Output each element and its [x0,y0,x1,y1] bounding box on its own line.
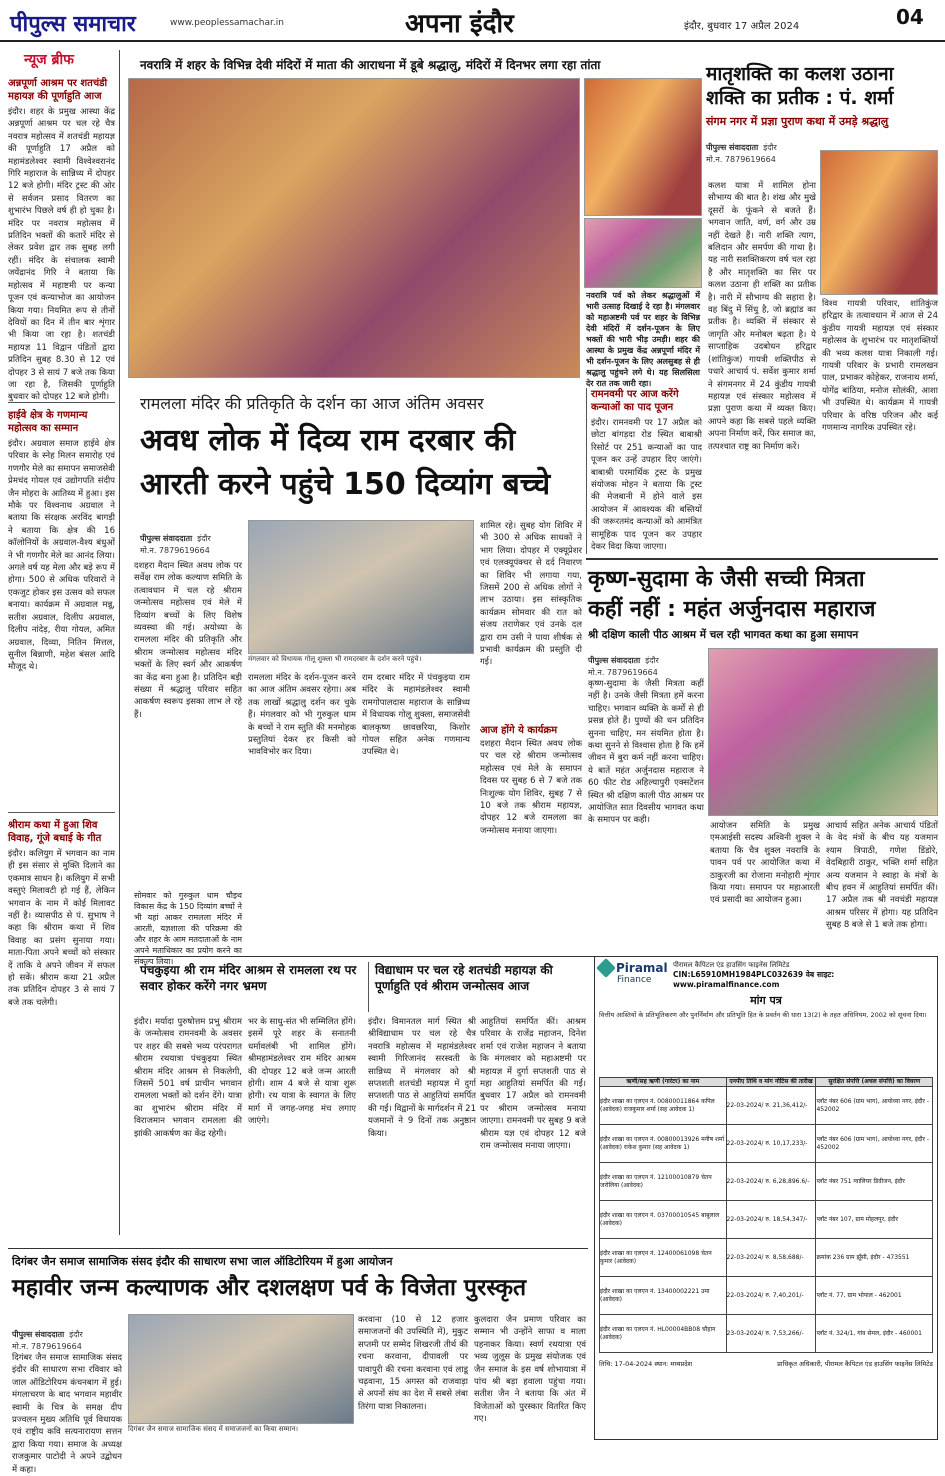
sudama-headline-1: कृष्ण-सुदामा के जैसी सच्ची मित्रता [588,567,865,592]
brief-headline: हाईवे क्षेत्र के गणमान्य महोत्सव का सम्मान [8,410,88,434]
ad-title: मांग पत्र [750,994,782,1007]
table-row [600,1239,933,1277]
brief-item [8,409,115,806]
top-story-caption: नवरात्रि पर्व को लेकर श्रद्धालुओं में भारी उत्साह दिखाई दे रहा है। मंगलवार को महाअष्टमी पर्व पर शहर के विभिन्न देवी मंदिरों में दर्शन-पूजन के लिए भक्तों की भारी भीड़ उमड़ी। शहर की आस्था के प्रमुख केंद्र अन्नपूर्णा मंदिर में भी दर्शन-पूजन के लिए अलसुबह से ही श्रद्धालु पहुंचने लगे थे। यह सिलसिला देर रात तक जारी रहा। [586,291,700,388]
katha-byline: पीपुल्स संवाददाता [706,143,759,152]
ad-cell: इंदौर शाखा का एलएन नं. 13400002221 उमा (आवेदक) [600,1277,727,1315]
ramlalla-subhead: आज होंगे ये कार्यक्रम [480,725,558,736]
panchkuiya-column-2: भर के साधु-संत भी सम्मिलित होंगे। इसमें पूरे शहर के सनातनी धर्मावलंबी भी शामिल होंगे। श्रीमहामंडलेश्वर राम मंदिर आश्रम की दोपहर 12 बजे जन्म आरती होगी। शाम 4 बजे से यात्रा शुरू होगी। रथ यात्रा के स्वागत के लिए मार्ग में जगह-जगह मंच लगाए जाएंगे। [248,1017,356,1127]
ad-cell: प्लॉट नं. 324/1, गांव सेमल, इंदौर - 460001 [816,1315,933,1353]
kanya-body: इंदौर। रामनवमी पर 17 अप्रैल को छोटा बांगड़दा रोड स्थित बाबाश्री रिसोर्ट पर 251 कन्याओं का पाद पूजन कर उन्हें उपहार दिए जाएंगे। बाबाश्री परमार्थिक ट्रस्ट के प्रमुख संयोजक मोहन ने बताया कि ट्रस्ट की मेजबानी में होने वाले इस आयोजन में आवश्यक की बस्तियों की जरूरतमंद कन्याओं को आमंत्रित सामूहिक पाद पूजन कर उपहार देकर विदा किया जाएगा। [591,418,702,553]
brief-body: इंदौर। कलियुग में भगवान का नाम ही इस संसार से मुक्ति दिलाने का एकमात्र साधन है। कलियुग में सभी वस्तुएं मिलावटी हो गई हैं, लेकिन भगवान के नाम में कोई मिलावट नहीं है। व्यासपीठ से पं. सुभाष ने कहा कि श्रीराम कथा में शिव विवाह का प्रसंग सुनाया गया। माता-पिता अपने बच्चों को संस्कार दें ताकि वे अपने जीवन में सफल हो सकें। श्रीराम कथा 21 अप्रैल तक प्रतिदिन दोपहर 3 से सायं 7 बजे तक चलेगी। [8,849,115,1008]
brief-headline: श्रीराम कथा में हुआ शिव विवाह, गूंजे बधाई के गीत [8,820,102,844]
brief-item [8,819,115,1188]
page-number: 04 [896,5,924,29]
ad-cell: 22-03-2024/ रु. 10,17,233/- [726,1125,816,1163]
jain-byline-block [12,1322,122,1351]
sudama-crowd-photo [708,648,938,816]
ad-intro: वित्तीय आस्तियों के प्रतिभूतिकरण और पुनर्निर्माण और प्रतिभूति हित के प्रवर्तन की धारा 13(2) के तहत अधिनियम, 2002 को सूचना दिया। [599,1011,927,1019]
katha-column-1: कलश यात्रा में शामिल होना सौभाग्य की बात है। शंख और मुखे दूसरों के फूंकने से बजते हैं। भगवान जाति, वर्ण, वर्ग और उम्र नहीं देखते हैं। नारी शक्ति त्याग, बलिदान और समर्पण की गाथा है। यह नारी सशक्तिकरण वर्ष चल रहा है और मातृशक्ति का सिर पर कलश उठाना ही शक्ति का प्रतीक है। नारी में सौभाग्य की सहारा है। वह बिंदु में सिंधु है, जो ब्रह्मांड का प्रतीक है। व्यक्ति में संस्कार से जागृति और मनोबल बढ़ता है। ये साप्ताहिक उदबोधन हरिद्वार (शांतिकुंज) गायत्री शक्तिपीठ से पधारे आचार्य पं. सर्वेश कुमार शर्मा ने संगमनगर में 24 कुंडीय गायत्री महायज्ञ एवं संस्कार महोत्सव में प्रज्ञा पुराण कथा में व्यक्त किए। आपने कहा कि सबसे पहले व्यक्ति अपना निर्माण करें, फिर समाज का, तत्पश्चात राष्ट्र का निर्माण करें। [708,181,816,452]
piramal-brand: Piramal [616,961,668,975]
katha-headline-2: शक्ति का प्रतीक : पं. शर्मा [706,87,894,109]
table-row [600,1163,933,1201]
ramlalla-city: इंदौर [197,534,211,543]
brief-item [8,77,115,403]
table-row [600,1315,933,1353]
ramlalla-column-5b: दशहरा मैदान स्थित अवध लोक पर चल रहे श्रीराम जन्मोत्सव महोत्सव एवं मेले के समापन दिवस पर सुबह 6 से 7 बजे तक निःशुल्क योग शिविर, सुबह 7 से 10 बजे तक श्रीराम महायज्ञ, दोपहर 12 बजे रामलला का जन्मोत्सव मनाया जाएगा। [480,739,582,836]
piramal-demand-notice-ad [594,956,938,1440]
sudama-headline-2: कहीं नहीं : महंत अर्जुनदास महाराज [588,597,876,622]
sudama-column-3: आचार्य सहित अनेक आचार्य पंडितों के वेद मंत्रों के बीच यह यजमान श्याम त्रिपाठी, गणेश डिंडोरे, वेदबिहारी ठाकुर, भक्ति शर्मा सहित अन्य यजमान ने स्वाहा के मंत्रों के बीच हवन में आहुतियां समर्पित कीं। 17 अप्रैल तक श्री नवचंडी महायज्ञ आश्रम परिसर में होगा। यह प्रतिदिन सुबह 8 बजे से 1 बजे तक होगा। [826,821,938,931]
jain-mobile: मो.न. 7879619664 [12,1342,82,1351]
sudama-mobile: मो.न. 7879619664 [588,668,658,677]
newspaper-logo: पीपुल्स समाचार [10,11,136,37]
ad-cin: CIN:L65910MH1984PLC032639 वेब साइट: www.piramalfinance.com [673,970,835,989]
jain-column-1: दिगंबर जैन समाज सामाजिक संसद इंदौर की साधारण सभा रविवार को जाल ऑडिटोरियम कंचनबाग में हुई। मंगलाचरण के बाद भगवान महावीर स्वामी के चित्र के समक्ष दीप प्रज्वलन मुख्य अतिथि पूर्व विधायक एवं राष्ट्रीय कवि सत्यनारायण सत्तन द्वारा किया गया। समाज के अध्यक्ष राजकुमार पाटोदी ने अपने उद्बोधन में कहा। [12,1353,122,1475]
ad-cell: इंदौर शाखा का एलएन नं. 12100010879 चेतन जरोलिया (आवेदक) [600,1163,727,1201]
sudama-byline: पीपुल्स संवाददाता [588,656,641,665]
masthead [0,0,945,42]
ad-cell: 22-03-2024/ रु. 6,28,896.6/- [726,1163,816,1201]
ad-cell: इंदौर शाखा का एलएन नं. HL00004BB08 चौहान (आवेदक) [600,1315,727,1353]
jain-award-photo [128,1314,354,1424]
ramlalla-column-2: सोमवार को गुरुकुल धाम चौइथ विकास केंद्र के 150 दिव्यांग बच्चों ने भी यहां आकर रामलला मंदिर में आरती, यज्ञशाला की परिक्रमा की और शहर के आम मतदाताओं के नाम अपने मताधिकार का प्रयोग करने का संकल्प लिया। [134,891,242,966]
ramlalla-column-5: शामिल रहे। सुबह योग शिविर में भी 300 से अधिक साधकों ने भाग लिया। दोपहर में एक्यूप्रेशर एवं एलक्यूपंक्चर से दर्द निवारण का शिविर भी लगाया गया, जिसमें 200 से अधिक लोगों ने लाभ उठाया। इस सांस्कृतिक कार्यक्रम सोमवार की रात को संजय तराणेकर एवं उनके दल द्वारा राम उसी ने पाया शीर्षक से प्रभावी कार्यक्रम की प्रस्तुति दी गई। [480,521,582,668]
ad-signature: प्राधिकृत अधिकारी, पीरामल कैपिटल एंड हाउसिंग फाइनेंस लिमिटेड [777,1360,933,1368]
jain-headline: महावीर जन्म कल्याणक और दशलक्षण पर्व के विजेता पुरस्कृत [12,1275,527,1301]
ad-cell: प्लॉट नंबर 107, ग्राम मोहलपुर, इंदौर [816,1201,933,1239]
ramlalla-column-3: रामलला मंदिर के दर्शन-पूजन करने का आज अंतिम अवसर रहेगा। अब तक लाखों श्रद्धालु दर्शन कर चुके हैं। मंगलवार को भी गुरुकुल धाम के बच्चों ने राम स्तुति की मनमोहक प्रस्तुतियां देकर हर किसी को भावविभोर कर दिया। [248,673,356,758]
ramlalla-column-1: दशहरा मैदान स्थित अवध लोक पर सर्वेक्ष राम लोक कल्याण समिति के तत्वावधान में चल रहे श्रीराम जन्मोत्सव महोत्सव एवं मेले में दिव्यांग बच्चों के लिए विशेष व्यवस्था की गई। अयोध्या के रामलला मंदिर की प्रतिकृति और श्रीराम जन्मोत्सव महोत्सव मंदिर भक्तों के लिए स्वर्ग और आकर्षण का केंद्र बना हुआ है। प्रतिदिन बड़ी संख्या में श्रद्धालु परिवार सहित आकर्षण स्वरूप इसका लाभ ले रहे हैं। [134,561,242,720]
temple-decor-photo [584,218,702,288]
ad-cell: प्लॉट नं. 77, ग्राम भोपाल - 462001 [816,1277,933,1315]
panchkuiya-headline: पंचकुइया श्री राम मंदिर आश्रम से रामलला रथ पर सवार होकर करेंगे नगर भ्रमण [140,963,357,993]
temple-deity-photo [584,78,702,216]
brief-headline: अन्नपूर्णा आश्रम पर शतचंडी महायज्ञ की पूर्णाहुति आज [8,78,108,102]
katha-subhead: संगम नगर में प्रज्ञा पुराण कथा में उमड़े श्रद्धालु [706,115,889,128]
ramlalla-photo [248,520,474,654]
ad-cell: 22-03-2024/ रु. 18,54,347/- [726,1201,816,1239]
ad-cell: 22-03-2024/ रु. 7,40,201/- [726,1277,816,1315]
ad-cell: 23-03-2024/ रु. 7,53,266/- [726,1315,816,1353]
ad-cell: इंदौर शाखा का एलएन नं. 03700010545 बाबुलाल (आवेदक) [600,1201,727,1239]
ad-col-header: सुरक्षित संपत्ति (अचल संपत्ति) का विवरण [816,1078,933,1087]
jain-photo-caption: दिगंबर जैन समाज सामाजिक संसद में समाजजनों का किया सम्मान। [128,1425,299,1433]
ramlalla-mobile: मो.न. 7879619664 [140,546,210,555]
ad-table [599,1077,933,1353]
sudama-column-1: कृष्ण-सुदामा के जैसी मित्रता कहीं नहीं है। उनके जैसी मित्रता हमें करना चाहिए। भगवान व्यक्ति के कर्मों से ही प्रसन्न होते हैं। पुण्यों की धन प्रतिदिन सुनना चाहिए, मन संयमित होता है। कथा सुनने से विश्वास होता है कि हमें जीवन में बुरा कर्म नहीं करना चाहिए। ये बातें महंत अर्जुनदास महाराज ने 60 फीट रोड अहिल्यापुरी एक्सटेंशन स्थित श्री दक्षिण काली पीठ आश्रम पर आयोजित सात दिवसीय भागवत कथा के समापन पर कही। [588,679,704,826]
ad-col-header: एनपीए तिथि व मांग नोटिस की तारीख [726,1078,816,1087]
ramlalla-byline: पीपुल्स संवाददाता [140,534,193,543]
dateline: इंदौर, बुधवार 17 अप्रैल 2024 [684,21,800,32]
ramlalla-kicker: रामलला मंदिर की प्रतिकृति के दर्शन का आज अंतिम अवसर [140,394,484,413]
ad-cell: इंदौर शाखा का एलएन नं. 12400061098 चेतन कुमार (आवेदक) [600,1239,727,1277]
ad-cell: प्लॉट नंबर 751 ग्वालियर डिवीजन, इंदौर [816,1163,933,1201]
jain-column-2: करवाना (10 से 12 हजार समाजजनों की उपस्थिति में), मुकुट सप्तमी पर सम्मेद शिखरजी तीर्थ की रचना करवाना, दीपावली पर पावापुरी की रचना करवाना एवं लाडू चढ़वाना, 15 अगस्त को राजवाड़ा से अपनों संघ का देश में सबसे लंबा तिरंगा यात्रा निकालना। [358,1315,468,1412]
katha-mobile: मो.न. 7879619664 [706,155,776,164]
vidyadham-column-1: इंदौर। विमानतल मार्ग स्थित श्री श्रीविद्याधाम पर चल रहे चैत्र नवरात्रि महोत्सव में महामंडलेश्वर स्वामी गिरिजानंद सरस्वती के सान्निध्य में मंगलवार को श्री सप्तशती शतचंडी महायज्ञ में दुर्गा सप्तशती पाठ से आहुतियां समर्पित की गईं। विद्वानों के मार्गदर्शन में 21 यजमानों ने 9 दिनों तक अनुष्ठान किया। [368,1017,476,1139]
table-row [600,1125,933,1163]
jain-column-3: कुलदारा जैन प्रमाण परिवार का सम्मान भी उन्होंने साफा व माला पहनाकर किया। स्वर्ण रथयात्रा एवं भव्य जुलूस के प्रमुख संयोजक एवं जैन समाज के इस वर्ष शोभायात्रा में पांच श्री बड़ा हवाला पहुंचा गया। सतीश जैन ने बताया कि अंत में विजेताओं को पुरस्कार वितरित किए गए। [474,1315,586,1425]
navratri-crowd-photo [128,78,580,378]
ad-cell: 22-03-2024/ रु. 21,36,412/- [726,1087,816,1125]
top-story-banner: नवरात्रि में शहर के विभिन्न देवी मंदिरों में माता की आराधना में डूबे श्रद्धालु, मंदिरों में दिनभर लगा रहा तांता [140,58,601,72]
kanya-headline: रामनवमी पर आज करेंगे कन्याओं का पाद पूजन [591,389,679,413]
news-brief-label: न्यूज ब्रीफ [24,52,74,68]
ad-cell: इंदौर शाखा का एलएन नं. 00800011864 कपिल (आवेदक) राजकुमार शर्मा (सह आवेदक 1) [600,1087,727,1125]
brief-body: इंदौर। शहर के प्रमुख आस्था केंद्र अन्नपूर्णा आश्रम पर चल रहे चैत्र नवरात्र महोत्सव में शतचंडी महायज्ञ की पूर्णाहुति 17 अप्रैल को महामंडलेश्वर स्वामी विश्वेश्वरानंद गिरि महाराज के सान्निध्य में दोपहर 12 बजे होगी। मंदिर ट्रस्ट की ओर से सर्वजन प्रसाद वितरण का शुभारंभ पिछले वर्ष ही हो चुका है। मंदिर पर नवरात्र महोत्सव में प्रतिदिन भक्तों की कतारें मंदिर से लेकर प्रवेश द्वार तक सुबह लगी रहीं। मंदिर के संचालक स्वामी जयेंद्रानंद गिरि ने बताया कि महोत्सव में महाष्टमी पर कन्या पूजन एवं कन्याभोज का आयोजन किया गया। नियमित रूप से तीनों देवियों का दिन में तीन बार शृंगार भी किया जा रहा है। शतचंडी महायज्ञ 11 विद्वान पंडितों द्वारा प्रतिदिन सुबह 8.30 से 12 एवं दोपहर 3 से सायं 7 बजे तक किया जा रहा है, जिसकी पूर्णाहुति बुधवार को दोपहर 12 बजे होगी। [8,107,115,403]
ad-footer: तिथि: 17-04-2024 स्थान: मध्यप्रदेश [599,1360,693,1368]
piramal-logo [599,961,669,985]
ramlalla-photo-caption: मंगलवार को विधायक गोलू शुक्ला भी रामदरबार के दर्शन करने पहुंचे। [248,655,422,663]
table-row [600,1201,933,1239]
ad-cell: 22-03-2024/ रु. 8,58,688/- [726,1239,816,1277]
ad-cell: इंदौर शाखा का एलएन नं. 00800013926 मनीष शर्मा (आवेदक) राकेश कुमार (सह आवेदक 1) [600,1125,727,1163]
vidyadham-column-2: आहुतियां समर्पित कीं। आश्रम परिवार के राजेंद्र महाजन, दिनेश शर्मा एवं राजेश महाजन ने बताया कि मंगलवार को महाअष्टमी पर महायज्ञ में दुर्गा सप्तशती पाठ से महा आहुतियां समर्पित की गईं। बुधवार 17 अप्रैल को रामनवमी पर श्रीराम जन्मोत्सव मनाया जाएगा। रामनवमी पर सुबह 9 बजे श्रीराम यज्ञ एवं दोपहर 12 बजे राम जन्मोत्सव मनाया जाएगा। [480,1017,586,1152]
jain-kicker: दिगंबर जैन समाज सामाजिक संसद इंदौर की साधारण सभा जाल ऑडिटोरियम में हुआ आयोजन [12,1255,393,1268]
table-row [600,1277,933,1315]
katha-city: इंदौर [763,143,777,152]
ad-cell: प्लॉट नंबर 606 (ग्राम भाग), आयोध्या नगर, इंदौर - 452002 [816,1125,933,1163]
katha-headline-1: मातृशक्ति का कलश उठाना [706,63,894,85]
panchkuiya-column-1: इंदौर। मर्यादा पुरुषोत्तम प्रभु श्रीराम के जन्मोत्सव रामनवमी के अवसर पर शहर की सबसे भव्य परंपरागत श्रीराम रथयात्रा पंचकुइया स्थित श्रीराम मंदिर आश्रम से निकलेगी, जिसमें 501 वर्ष प्राचीन भगवान रामलला भक्तों को दर्शन देंगे। यात्रा का शुभारंभ श्रीराम मंदिर में विराजमान भगवान रामलला की झांकी आकर्षण का केंद्र रहेगी। [134,1017,242,1139]
kanya-pujan-story [586,388,702,554]
news-brief-column [8,50,120,1235]
ad-col-header: ऋणी/सह ऋणी (गारंटर) का नाम [600,1078,727,1087]
sudama-column-2: आयोजन समिति के प्रमुख एमआईसी सदस्य अश्विनी शुक्ल ने बताया कि चैत्र शुक्ल नवरात्रि के पावन पर्व पर आयोजित कथा में ठाकुरजी का रोजाना मनोहारी शृंगार किया गया। समापन पर महाआरती एवं प्रसादी का आयोजन हुआ। [710,821,820,906]
section-title: अपना इंदौर [405,9,514,39]
vidyadham-headline: विद्याधाम पर चल रहे शतचंडी महायज्ञ की पूर्णाहुति एवं श्रीराम जन्मोत्सव आज [368,962,586,1012]
website-url[interactable]: www.peoplessamachar.in [170,18,284,28]
table-row [600,1087,933,1125]
ad-company: पीरामल कैपिटल एंड हाउसिंग फाइनेंस लिमिटेड [673,961,790,969]
sudama-byline-block [588,648,706,677]
jain-byline: पीपुल्स संवाददाता [12,1330,65,1339]
piramal-brand-sub: Finance [617,975,652,985]
jain-city: इंदौर [69,1330,83,1339]
ramlalla-byline-block [140,526,240,554]
ramlalla-headline-2: आरती करने पहुंचे 150 दिव्यांग बच्चे [140,467,551,502]
sudama-city: इंदौर [645,656,659,665]
ramlalla-column-4: राम दरबार मंदिर में पंचकुइया राम मंदिर के महामंडलेश्वर स्वामी रामगोपालदास महाराज के सान्निध्य में विधायक गोलू शुक्ला, समाजसेवी बालकृष्ण छावछरिया, किशोर गोयल सहित अनेक गणमान्य उपस्थित थे। [362,673,470,758]
ad-cell: क्रमांक 236 ग्राम झूँसी, इंदौर - 473551 [816,1239,933,1277]
ramlalla-headline-1: अवध लोक में दिव्य राम दरबार की [140,423,516,458]
katha-column-2: विश्व गायत्री परिवार, शांतिकुंज हरिद्वार के तत्वावधान में आज से 24 कुंडीय गायत्री महायज्ञ एवं संस्कार महोत्सव के शुभारंभ पर मातृशक्तियों की भव्य कलश यात्रा निकाली गई। गायत्री परिवार के प्रभारी रामलखन पाल, प्रभाकर कोहेकर, राजनाथ शर्मा, योगेंद्र बांठिया, मनोज सोलंकी, आशा भी उपस्थित थे। कार्यक्रम में गायत्री परिवार के वरिष्ठ परिजन और कई गणमान्य नागरिक उपस्थित रहे। [822,299,938,434]
brief-body: इंदौर। अग्रवाल समाज हाईवे क्षेत्र परिवार के स्नेह मिलन समारोह एवं गणगौर मेले का समापन समाजसेवी प्रेमचंद गोयल एवं उद्योगपति संदीप जैन मोहरा के आतिथ्य में हुआ। इस मौके पर विश्वनाथ अग्रवाल ने बताया कि संरक्षक अरविंद बागड़ी ने बताया कि क्षेत्र की 16 कॉलोनियों के अग्रवाल-वैश्य बंधुओं ने भी गणगौर मेले का आनंद लिया। अगले वर्ष यह मेला और बड़े रूप में होगा। 500 से अधिक परिवारों ने एकजुट होकर इस उत्सव को सफल बनाया। कार्यक्रम में अग्रवाल मन्नू, सतीश अग्रवाल, दिलीप अग्रवाल, दिलीप नांदेड़, रीया गोयल, अमित अग्रवाल, दिव्या, नितिन मित्तल, सुनील बिन्नाणी, महेश बंसल आदि मौजूद थे। [8,439,115,673]
ad-cell: प्लॉट नंबर 606 (ग्राम भाग), आयोध्या नगर, इंदौर - 452002 [816,1087,933,1125]
sudama-subhead: श्री दक्षिण काली पीठ आश्रम में चल रही भागवत कथा का हुआ समापन [588,629,859,641]
katha-speaker-photo [820,150,938,295]
